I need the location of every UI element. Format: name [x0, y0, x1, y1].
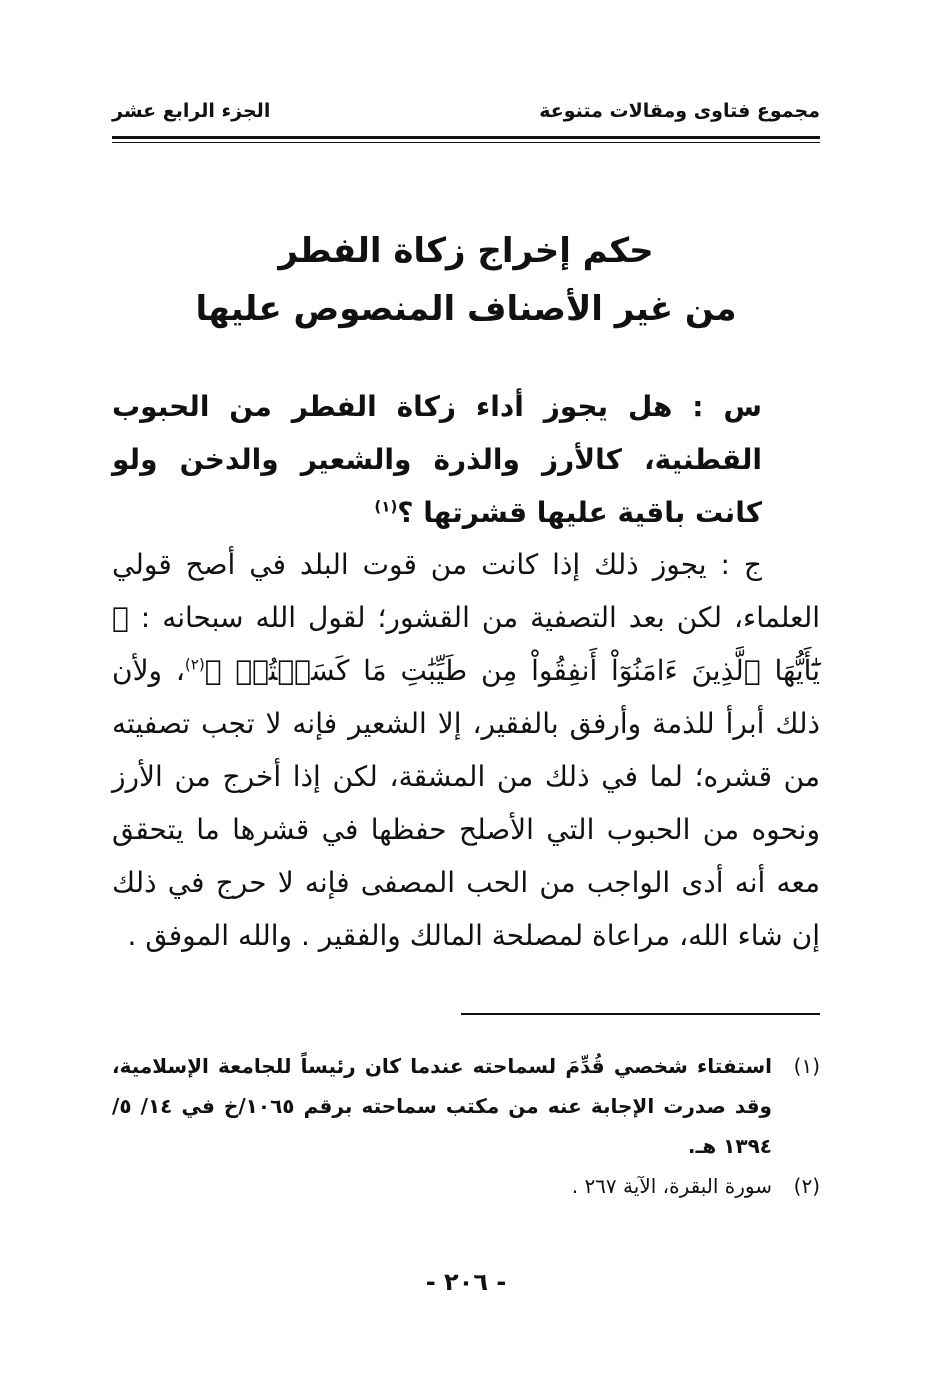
- footnote-1-number: (١): [793, 1054, 820, 1078]
- footnote-2-text: سورة البقرة، الآية ٢٦٧ .: [571, 1174, 772, 1198]
- question-paragraph: [112, 380, 820, 539]
- answer-text: [112, 538, 820, 962]
- running-header: [112, 96, 820, 132]
- answer-part-2: ، ولأن ذلك أبرأ للذمة وأرفق بالفقير، إلا الشعير فإنه لا تجب تصفيته من قشره؛ لما في ذلك من المشقة، لكن إذا أخرج من الأرز ونحوه من الحبوب التي الأصلح حفظها في قشرها ما يتحقق معه أنه أدى الواجب من الحب المصفى فإنه لا حرج في ذلك إن شاء الله، مراعاة لمصلحة المالك والفقير . والله الموفق .: [112, 654, 820, 952]
- footnote-1: [112, 1046, 820, 1166]
- footnote-ref-2[interactable]: (٢): [184, 655, 205, 674]
- fatwa-title: [112, 222, 820, 338]
- answer-paragraph: [112, 538, 820, 962]
- footnotes-section: [112, 1046, 820, 1206]
- footnote-ref-1[interactable]: (١): [374, 497, 398, 516]
- page-number: - ٢٠٦ -: [425, 1268, 507, 1296]
- footnote-divider: [461, 1013, 820, 1015]
- footnote-2: [112, 1166, 820, 1206]
- header-divider-thick: [112, 136, 820, 139]
- header-divider-thin: [112, 142, 820, 143]
- question-text: س : هل يجوز أداء زكاة الفطر من الحبوب القطنية، كالأرز والذرة والشعير والدخن ولو كانت باقية عليها قشرتها ؟: [112, 390, 762, 529]
- answer-part-1: ج : يجوز ذلك إذا كانت من قوت البلد في أصح قولي العلماء، لكن بعد التصفية من القشور؛ لقول الله سبحانه :: [112, 548, 821, 634]
- quran-verse: ﴿ يَٰٓأَيُّهَا ٱلَّذِينَ ءَامَنُوٓاْ أَنفِقُواْ مِن طَيِّبَٰتِ مَا كَسَبۡتُمۡ ﴾: [112, 601, 821, 687]
- book-title: مجموع فتاوى ومقالات متنوعة: [539, 100, 820, 122]
- footnote-2-number: (٢): [793, 1174, 820, 1198]
- footnote-1-text: استفتاء شخصي قُدِّمَ لسماحته عندما كان رئيساً للجامعة الإسلامية، وقد صدرت الإجابة عنه من مكتب سماحته برقم ١٠٦٥/خ في ١٤/ ٥/ ١٣٩٤ هـ.: [112, 1054, 772, 1158]
- volume-label: الجزء الرابع عشر: [112, 100, 271, 122]
- title-line-2: من غير الأصناف المنصوص عليها: [195, 289, 737, 329]
- title-line-1: حكم إخراج زكاة الفطر: [278, 231, 654, 271]
